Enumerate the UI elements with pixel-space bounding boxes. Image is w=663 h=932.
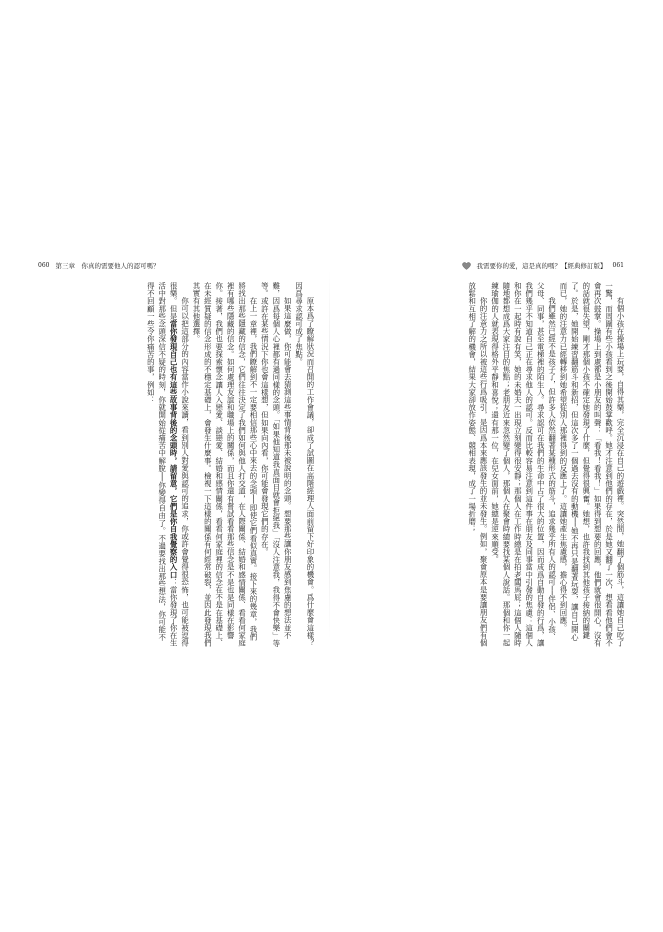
right-paragraph-1: 有個小孩在操場上玩耍，自得其樂，完全沉浸在自己的遊戲裡。突然間，她翻了個筋斗，這讓她自己吃了一驚，而周圍有些小孩看到之後開始鼓掌歡呼。她才注意到他們的存在，於是她又翻了一次，想看看他們會不會再次鼓掌。操場上到處都是小朋友的叫聲：「看我！看我！」如果得到想要的回應，他們就會很開心，沒有的話就很失望，剛才那個小孩不確定她發現了什麼，但覺得很興奮。她想，也許我找到其他孩子接納的關鍵了。於是，她開始練習翻筋斗和新招，但這次多了一個過去沒有的動機──她不再只是翻著玩耍，讓自己開心而已，她的注意力已經轉移到她希望從別人那裡得到的反應上了。這讓她產生焦慮感，擔心得不到回應。 — [558, 282, 625, 647]
right-page-body — [340, 282, 626, 648]
left-paragraph-4: 你可以把這部分的內容當作小說來讀，看到別人對愛與認可的追求，你或許會覺得很恐怖，也可能被逗得很樂。但是當你發現自己也有這些故事背後的念頭時，請留意，它們是你自我覺察的入口：當你發現了你在生活中對那些念頭深信不疑的時刻，你就開始從痛苦中解脫──你變得自由了。不過要找出那些想法，你可能不得不回顧一些令你痛苦的事，例如： — [146, 282, 190, 647]
left-paragraph-2: 如果這麼做，你可能會去猜測這些事情背後那未被說明的念頭。想要那些讓你朋友感到焦慮的想法並不難，因爲每個人心裡都有過同樣的念頭。「如果他知道我真面目就會拒絕我」「沒人注意我，我得不會快樂」等等。或許在某些情況下你也會這樣想，但如果向內看，你可能會發現它們的存在。 — [260, 282, 293, 647]
right-page-header — [462, 262, 624, 270]
left-running-head: 第三章 你真的需要他人的認可嗎？ — [55, 262, 160, 270]
left-paragraph-3: 在上一章裡，我們瞭解到不一定要相信那些心中來去的念頭──即使它們看似真實。接下來的幾章，我們將找出那些隱藏的信念，它們往往決定了我們如何與他人打交道，在人際關係、結婚和感情關係、看看何家庭裡有哪些隱藏的信念。如何處理友誼和職場上的關係，而且你還有嘗試看看那些信念是不是也是同樣在影響你。接著，我們也要探索懷念讓人入戀愛、談戀愛、結婚和感情關係，看看何家庭裡的信念在不是在基礎上、在未經質疑的信念形成的不穩定基礎上，會發生什麼事。檢視一下這樣的關係有何經常破裂，並因此發現我們其實有其他選擇。 — [191, 282, 258, 647]
left-page — [24, 260, 330, 650]
left-paragraph-1: 原本爲了瞭解狀況而召開的工作會議，卻成了試圖在高階經理人面前留下好印象的機會。爲什麼會這樣？因爲尋求認可成了焦點。 — [294, 282, 315, 647]
book-spread — [24, 260, 636, 650]
left-page-body — [46, 282, 316, 648]
emphasis-phrase: 當你發現自己也有這些故事背後的念頭時，請留意，它們是你自我覺察的入口 — [169, 320, 179, 579]
right-page — [330, 260, 636, 650]
heart-icon — [462, 262, 471, 270]
left-page-header — [38, 262, 159, 270]
right-page-number: 061 — [612, 262, 624, 269]
right-paragraph-3: 你的注意力之所以被這些行爲吸引，是因爲本來應該發生的並未發生。例如，聚會原本是要讓朋友們有個放鬆和互相了解的機會，結果大家卻放作姿態、競相表現，成了一場折磨； — [467, 282, 489, 647]
right-paragraph-2: 我們雖然已經不是孩子了，但許多人依然翻著某種形式的筋斗，追求幾乎所有人的認可──伴侶、小孩、父母、同事，甚至電梯裡的陌生人。尋求認可在我們的生命中占了很大的位置，因而成爲自動自發的行爲，讓我們幾乎不知道自己正在尋求他人的認可。反而比較容易注意到這件事在朋友及同事當中引發的焦慮：這個人和你在一起時有說有笑，她的未婚夫一出現立刻變得很安靜；那個人在工作時總是在拍老闆馬屁；這個人隨時隨地都想成爲大家注目的焦點；老朋友近來忽然變了個人，那個人在聚會時總要找某個人說話。那個和你一起練瑜伽的人就表現得格外平靜和喜悅；還有那一位，在兒女面前，她總是逆來順受。 — [490, 282, 557, 647]
left-page-number: 060 — [38, 262, 50, 269]
right-running-head: 我需要你的愛，這是真的嗎？【經典修訂版】 — [476, 262, 607, 270]
